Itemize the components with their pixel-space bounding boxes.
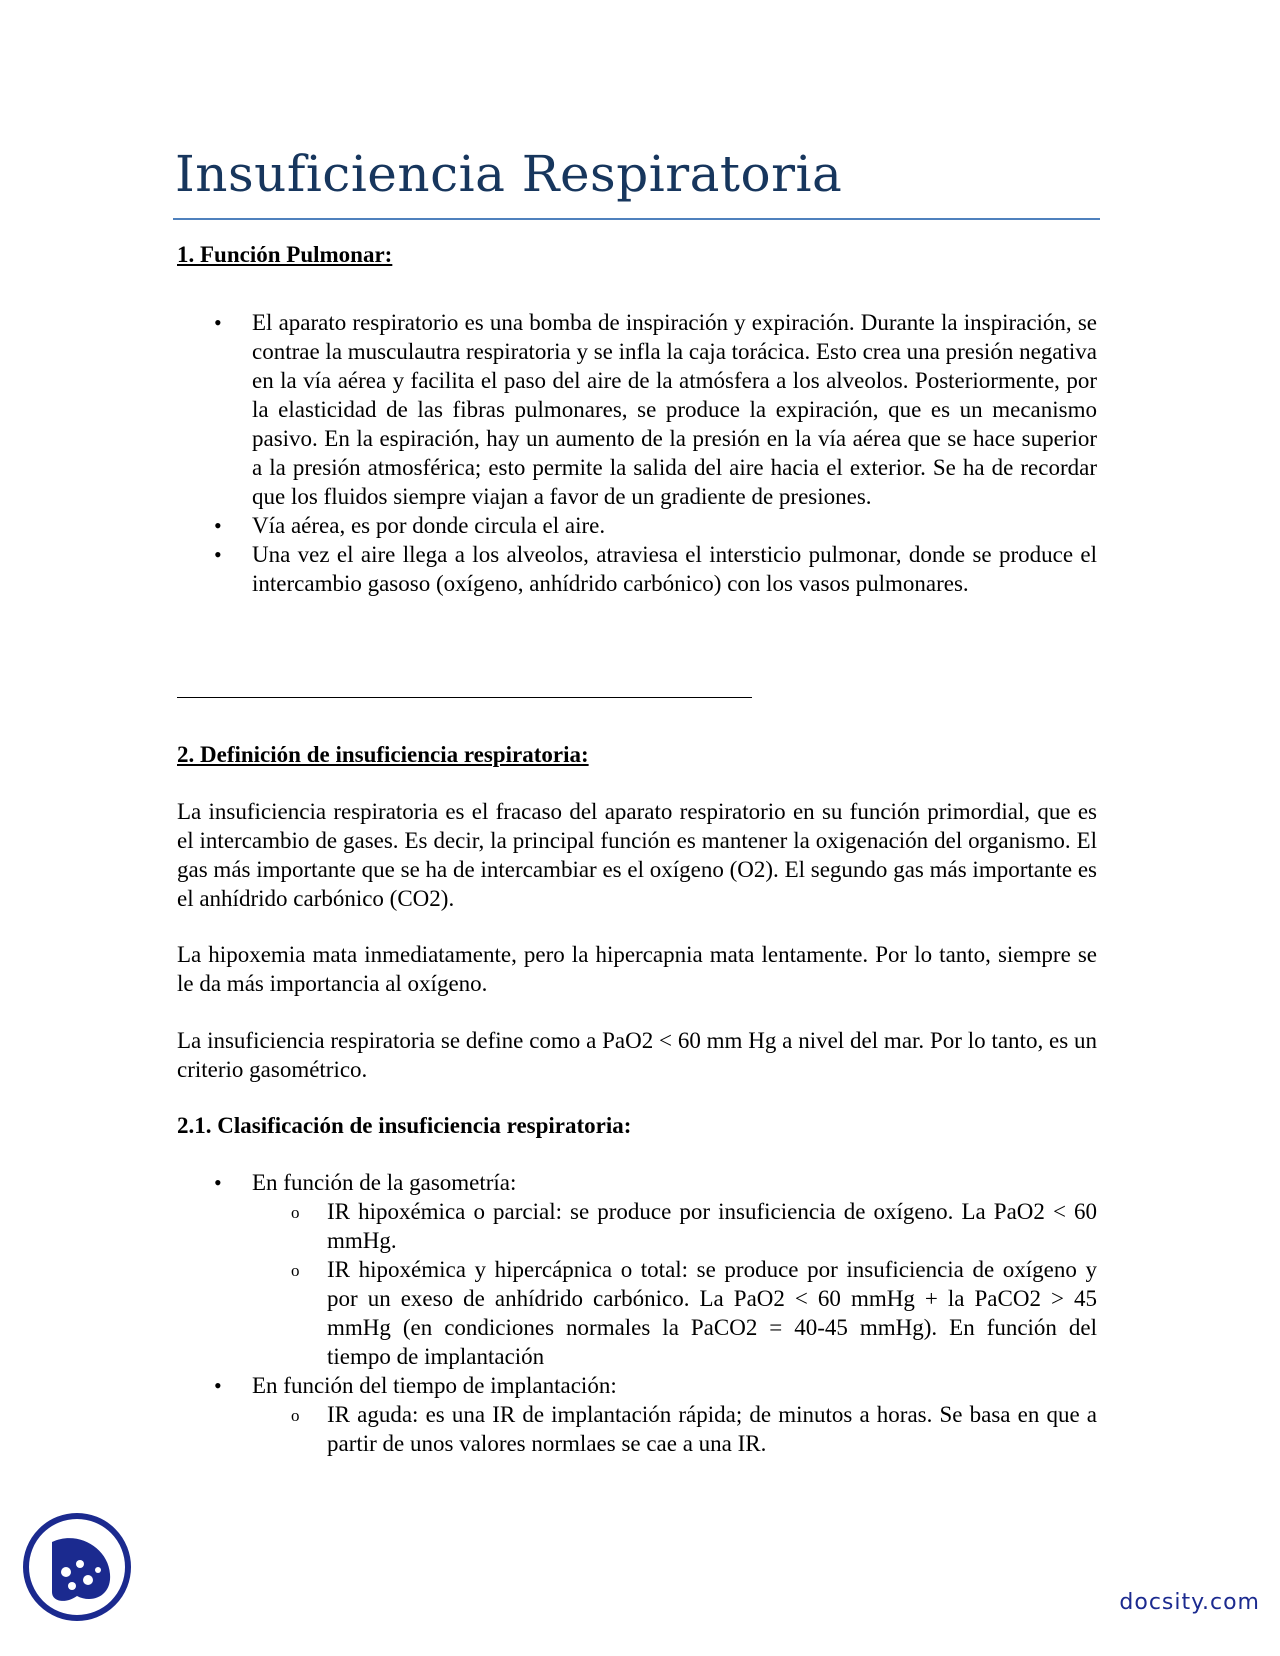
list-item: • El aparato respiratorio es una bomba de inspiración y expiración. Durante la inspiración, se contrae la musculautra respiratoria y se infla la caja torácica. Esto crea una presión negativa en la vía aérea y facilita el paso del aire de la atmósfera a los alveolos. Posteriormente, por la elasticidad de las fibras pulmonares, se produce la expiración, que es un mecanismo pasivo. En la espiración, hay un aumento de la presión en la vía aérea que se hace superior a la presión atmosférica; esto permite la salida del aire hacia el exterior. Se ha de recordar que los fluidos siempre viajan a favor de un gradiente de presiones. [177,308,1097,511]
document-title: Insuficiencia Respiratoria [175,145,843,203]
list-item [177,1371,1097,1458]
section-1-heading: 1. Función Pulmonar: [177,242,393,267]
docsity-logo-icon[interactable] [22,1512,132,1622]
docsity-brand-link[interactable]: docsity.com [1119,1590,1260,1615]
classification-list [177,1168,1097,1458]
list-item: • Una vez el aire llega a los alveolos, atraviesa el intersticio pulmonar, donde se produce el intercambio gasoso (oxígeno, anhídrido carbónico) con los vasos pulmonares. [177,540,1097,598]
section-separator [177,697,752,698]
list-item-label: En función de la gasometría: [252,1170,517,1195]
list-item [177,1168,1097,1371]
sub-list [252,1400,1097,1458]
sub-list-item: o IR hipoxémica o parcial: se produce por insuficiencia de oxígeno. La PaO2 < 60 mmHg. [252,1197,1097,1255]
paragraph: La insuficiencia respiratoria es el fracaso del aparato respiratorio en su función primordial, que es el intercambio de gases. Es decir, la principal función es mantener la oxigenación del organismo. El gas más importante que se ha de intercambiar es el oxígeno (O2). El segundo gas más importante es el anhídrido carbónico (CO2). [177,799,1097,911]
sub-list-item: o IR aguda: es una IR de implantación rápida; de minutos a horas. Se basa en que a partir de unos valores normlaes se cae a una IR. [252,1400,1097,1458]
list-item-label: En función del tiempo de implantación: [252,1373,617,1398]
paragraph: La insuficiencia respiratoria se define como a PaO2 < 60 mm Hg a nivel del mar. Por lo tanto, es un criterio gasométrico. [177,1028,1097,1082]
section-2-1-heading: 2.1. Clasificación de insuficiencia respiratoria: [177,1113,632,1138]
list-item: • Vía aérea, es por donde circula el aire. [177,511,1097,540]
section-2-heading: 2. Definición de insuficiencia respiratoria: [177,742,589,767]
sub-list [252,1197,1097,1371]
title-underline [173,218,1100,220]
docsity-logo-graphic [22,1512,132,1622]
section-1-bullet-list [177,308,1097,598]
sub-list-item: o IR hipoxémica y hipercápnica o total: se produce por insuficiencia de oxígeno y por un exeso de anhídrido carbónico. La PaO2 < 60 mmHg + la PaCO2 > 45 mmHg (en condiciones normales la PaCO2 = 40-45 mmHg). En función del tiempo de implantación [252,1255,1097,1371]
paragraph: La hipoxemia mata inmediatamente, pero la hipercapnia mata lentamente. Por lo tanto, siempre se le da más importancia al oxígeno. [177,942,1097,996]
